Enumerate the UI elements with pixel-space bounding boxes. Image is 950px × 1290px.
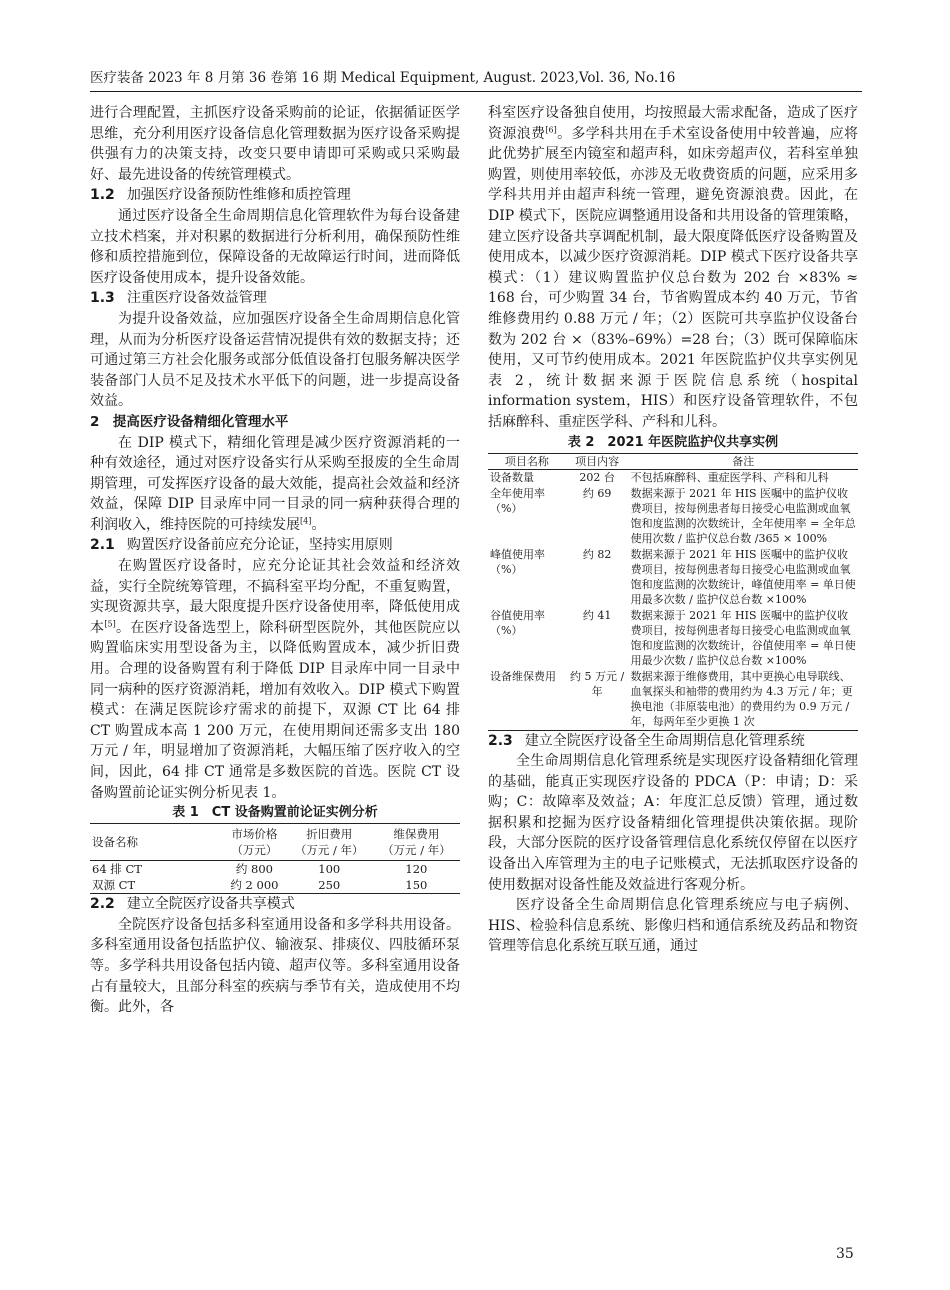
section-heading-1-2 <box>90 185 460 206</box>
section-title: 加强医疗设备预防性维修和质控管理 <box>126 187 351 204</box>
paragraph: 全生命周期信息化管理系统是实现医疗设备精细化管理的基础，能真正实现医疗设备的 PDCA（P：申请；D：采购；C：故障率及效益；A：年度汇总反馈）管理，通过数据积累和挖掘为医疗设备精细化管理提供决策依据。现阶段，大部分医院的医疗设备管理信息化系统仅停留在以医疗设备出入库管理为主的电子记账模式，无法抓取医疗设备的使用数据对设备性能及效益进行客观分析。 <box>488 753 858 893</box>
table-cell: 谷值使用率（%） <box>490 608 545 637</box>
table-header-cell <box>223 824 285 861</box>
text-run: 。多学科共用在手术室设备使用中较普遍，应将此优势扩展至内镜室和超声科，如床旁超声仪，若科室单独购置，则使用率较低，亦涉及无收费资质的问题，应采用多学科共用并由超声科统一管理，避免资源浪费。因此，在 DIP 模式下，医院应调整通用设备和共用设备的管理策略，建立医疗设备共享调配机制，最大限度降低医疗设备购置及使用成本，以减少医疗资源消耗。DIP 模式下医疗设备共享模式：（1）建议购置监护仪总台数为 202 台 ×83% ≈ 168 台，可少购置 34 台，节省购置成本约 40 万元，节省维修费用约 0.88 万元 / 年；（2）医院可共享监护仪设备台数为 202 台 ×（83%–69%）=28 台；（3）既可保障临床使用，又可节约使用成本。2021 年医院监护仪共享实例见表 2，统计数据来源于医院信息系统（hospital information system，HIS）和医疗设备管理软件，不包括麻醉科、重症医学科、产科和儿科。 <box>488 125 859 430</box>
section-title: 建立全院医疗设备全生命周期信息化管理系统 <box>524 732 805 749</box>
table-cell: 设备维保费用 <box>490 669 556 683</box>
table-1-caption: 表 1 CT 设备购置前论证实例分析 <box>172 805 378 821</box>
paragraph <box>90 433 460 536</box>
section-number: 2.1 <box>90 537 115 554</box>
table-cell: 不包括麻醉科、重症医学科、产科和儿科 <box>630 470 829 484</box>
table-1 <box>90 823 460 894</box>
table-row <box>488 547 858 608</box>
table-cell: 数据来源于维修费用，其中更换心电导联线、血氧探头和袖带的费用约为 4.3 万元 / 年；更换电池（非原装电池）的费用约为 0.9 万元 / 年，每两年至少更换 1 次 <box>630 669 853 728</box>
paragraph <box>90 556 460 803</box>
header-line: （万元 / 年） <box>294 843 364 858</box>
table-cell: 数据来源于 2021 年 HIS 医嘱中的监护仪收费项目，按每例患者每日接受心电监测或血氧饱和度监测的次数统计，峰值使用率 = 单日使用最多次数 / 监护仪总台数 ×100% <box>630 547 856 606</box>
table-cell: 设备数量 <box>490 470 534 484</box>
table-row <box>90 877 460 894</box>
table-cell: 202 台 <box>579 470 615 484</box>
text-run: 在 DIP 模式下，精细化管理是减少医疗资源消耗的一种有效途径，通过对医疗设备实行从采购至报废的全生命周期管理，可发挥医疗设备的最大效能，提高社会效益和经济效益，保障 DIP 目录库中同一目录的同一病种获得合理的利润收入，维持医院的可持续发展 <box>90 434 460 533</box>
left-column <box>90 103 460 1018</box>
citation: [6] <box>545 124 557 134</box>
table-cell: 100 <box>318 862 341 877</box>
table-cell: 峰值使用率（%） <box>490 547 545 576</box>
table-header-row <box>488 453 858 469</box>
section-title: 注重医疗设备效益管理 <box>126 290 267 307</box>
section-number: 1.3 <box>90 290 115 307</box>
paragraph: 进行合理配置，主抓医疗设备采购前的论证，依据循证医学思维，充分利用医疗设备信息化管理数据为医疗设备采购提供强有力的决策支持，改变只要申请即可采购或只采购最好、最先进设备的传统管理模式。 <box>90 105 460 183</box>
paragraph: 全院医疗设备包括多科室通用设备和多学科共用设备。多科室通用设备包括监护仪、输液泵、排痰仪、四肢循环泵等。多学科共用设备包括内镜、超声仪等。多科室通用设备占有量较大，且部分科室的疾病与季节有关，造成使用不均衡。此外，各 <box>90 916 460 1016</box>
table-row <box>488 486 858 547</box>
table-header-cell <box>286 824 373 861</box>
right-column <box>488 103 858 957</box>
table-cell: 约 69 <box>582 486 612 500</box>
table-cell: 64 排 CT <box>92 862 142 877</box>
table-cell: 约 5 万元 / 年 <box>570 669 625 698</box>
header-line: 市场价格 <box>231 827 278 842</box>
table-cell: 约 82 <box>582 547 612 561</box>
text-run: 。 <box>311 516 326 533</box>
header-line: 维保费用 <box>393 827 440 842</box>
section-number: 1.2 <box>90 187 115 204</box>
table-cell: 数据来源于 2021 年 HIS 医嘱中的监护仪收费项目，按每例患者每日接受心电监测或血氧饱和度监测的次数统计，全年使用率 = 全年总使用次数 / 监护仪总台数 /365 × 100% <box>630 486 856 545</box>
table-header-cell: 设备名称 <box>90 824 223 861</box>
section-number: 2.3 <box>488 732 513 749</box>
table-row <box>488 608 858 669</box>
paragraph: 通过医疗设备全生命周期信息化管理软件为每台设备建立技术档案，并对积累的数据进行分析利用，确保预防性维修和质控措施到位，保障设备的无故障运行时间，进而降低医疗设备使用成本，提升设备效能。 <box>90 207 460 286</box>
table-cell: 约 800 <box>235 862 273 877</box>
header-line: 折旧费用 <box>306 827 353 842</box>
citation: [4] <box>300 516 312 526</box>
table-row <box>90 861 460 878</box>
table-cell: 全年使用率（%） <box>490 486 545 515</box>
table-header-cell: 项目内容 <box>566 453 629 469</box>
section-number: 2.2 <box>90 896 115 913</box>
table-2 <box>488 453 858 731</box>
section-heading-2-1 <box>90 535 460 556</box>
paragraph: 医疗设备全生命周期信息化管理系统应与电子病例、HIS、检验科信息系统、影像归档和通信系统及药品和物资管理等信息化系统互联互通，通过 <box>488 897 858 955</box>
header-line: （万元 / 年） <box>382 843 451 858</box>
table-row <box>488 469 858 486</box>
running-header: 医疗装备 2023 年 8 月第 36 卷第 16 期 Medical Equipment, August. 2023,Vol. 36, No.16 <box>90 70 676 86</box>
table-cell: 250 <box>318 878 341 893</box>
table-cell: 数据来源于 2021 年 HIS 医嘱中的监护仪收费项目，按每例患者每日接受心电监测或血氧饱和度监测的次数统计，谷值使用率 = 单日使用最少次数 / 监护仪总台数 ×100% <box>630 608 856 667</box>
section-heading-2-2 <box>90 894 460 915</box>
table-header-cell <box>373 824 460 861</box>
text-run: 科室医疗设备独自使用，均按照最大需求配备，造成了医疗资源浪费 <box>488 105 858 142</box>
header-line: （万元） <box>231 843 278 858</box>
section-title: 购置医疗设备前应充分论证，坚持实用原则 <box>126 537 393 554</box>
section-heading-1-3 <box>90 288 460 309</box>
table-2-caption: 表 2 2021 年医院监护仪共享实例 <box>567 434 779 450</box>
text-run: 。在医疗设备选型上，除科研型医院外，其他医院应以购置临床实用型设备为主，以降低购置成本，减少折旧费用。合理的设备购置有利于降低 DIP 目录库中同一目录中同一病种的医疗资源消耗，增加有效收入。DIP 模式下购置模式：在满足医院诊疗需求的前提下，双源 CT 比 64 排 CT 购置成本高 1 200 万元，在使用期间还需多支出 180 万元 / 年，明显增加了资源消耗，大幅压缩了医疗收入的空间，因此，64 排 CT 通常是多数医院的首选。医院 CT 设备购置前论证实例分析见表 1。 <box>90 619 461 801</box>
citation: [5] <box>104 619 116 629</box>
section-title: 建立全院医疗设备共享模式 <box>126 896 295 913</box>
text-run: 在购置医疗设备时，应充分论证其社会效益和经济效益，实行全院统筹管理，不搞科室平均分配，不重复购置，实现资源共享，最大限度提升医疗设备使用率，降低使用成本 <box>90 558 460 636</box>
header-rule <box>90 91 862 92</box>
table-header-cell: 备注 <box>629 453 858 469</box>
table-cell: 120 <box>405 862 428 877</box>
table-cell: 约 2 000 <box>230 878 279 893</box>
table-header-row <box>90 824 460 861</box>
paragraph: 为提升设备效益，应加强医疗设备全生命周期信息化管理，从而为分析医疗设备运营情况提供有效的数据支持；还可通过第三方社会化服务或部分低值设备打包服务解决医学装备部门人员不足及技术水平低下的问题，进一步提高设备效益。 <box>90 310 460 410</box>
table-cell: 双源 CT <box>92 878 136 893</box>
table-row <box>488 669 858 731</box>
section-heading-2-3 <box>488 731 858 752</box>
page-number: 35 <box>836 1246 854 1262</box>
section-heading-2: 2 提高医疗设备精细化管理水平 <box>90 413 289 430</box>
paragraph <box>488 103 858 433</box>
table-cell: 约 41 <box>582 608 612 622</box>
table-header-cell: 项目名称 <box>488 453 566 469</box>
table-cell: 150 <box>405 878 428 893</box>
